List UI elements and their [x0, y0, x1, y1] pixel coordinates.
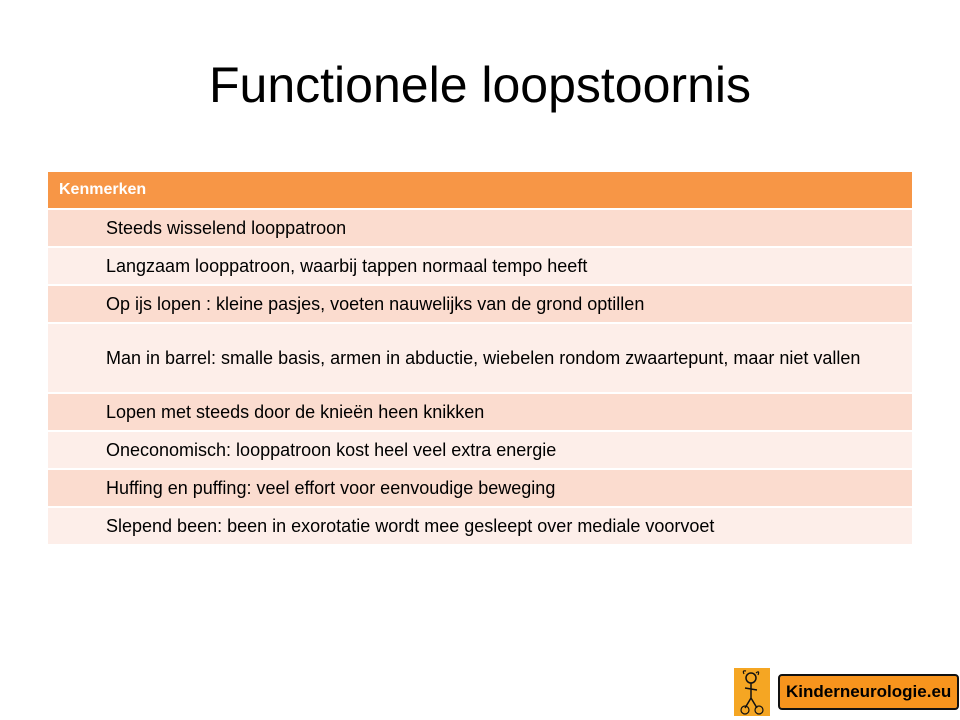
table-row: Langzaam looppatroon, waarbij tappen normaal tempo heeft	[48, 246, 912, 284]
table-row: Oneconomisch: looppatroon kost heel veel extra energie	[48, 430, 912, 468]
table-row: Slepend been: been in exorotatie wordt mee gesleept over mediale voorvoet	[48, 506, 912, 544]
table-row: Steeds wisselend looppatroon	[48, 208, 912, 246]
table-row: Man in barrel: smalle basis, armen in abductie, wiebelen rondom zwaartepunt, maar niet vallen	[48, 322, 912, 392]
child-figure-logo-icon	[734, 668, 770, 716]
table-row: Lopen met steeds door de knieën heen knikken	[48, 392, 912, 430]
features-table	[48, 172, 912, 544]
site-logo	[734, 668, 959, 716]
logo-text-box	[778, 674, 959, 710]
table-row: Huffing en puffing: veel effort voor eenvoudige beweging	[48, 468, 912, 506]
table-header: Kenmerken	[48, 172, 912, 208]
logo-text: Kinderneurologie.eu	[786, 682, 952, 701]
slide-title: Functionele loopstoornis	[209, 57, 751, 113]
table-row: Op ijs lopen : kleine pasjes, voeten nauwelijks van de grond optillen	[48, 284, 912, 322]
